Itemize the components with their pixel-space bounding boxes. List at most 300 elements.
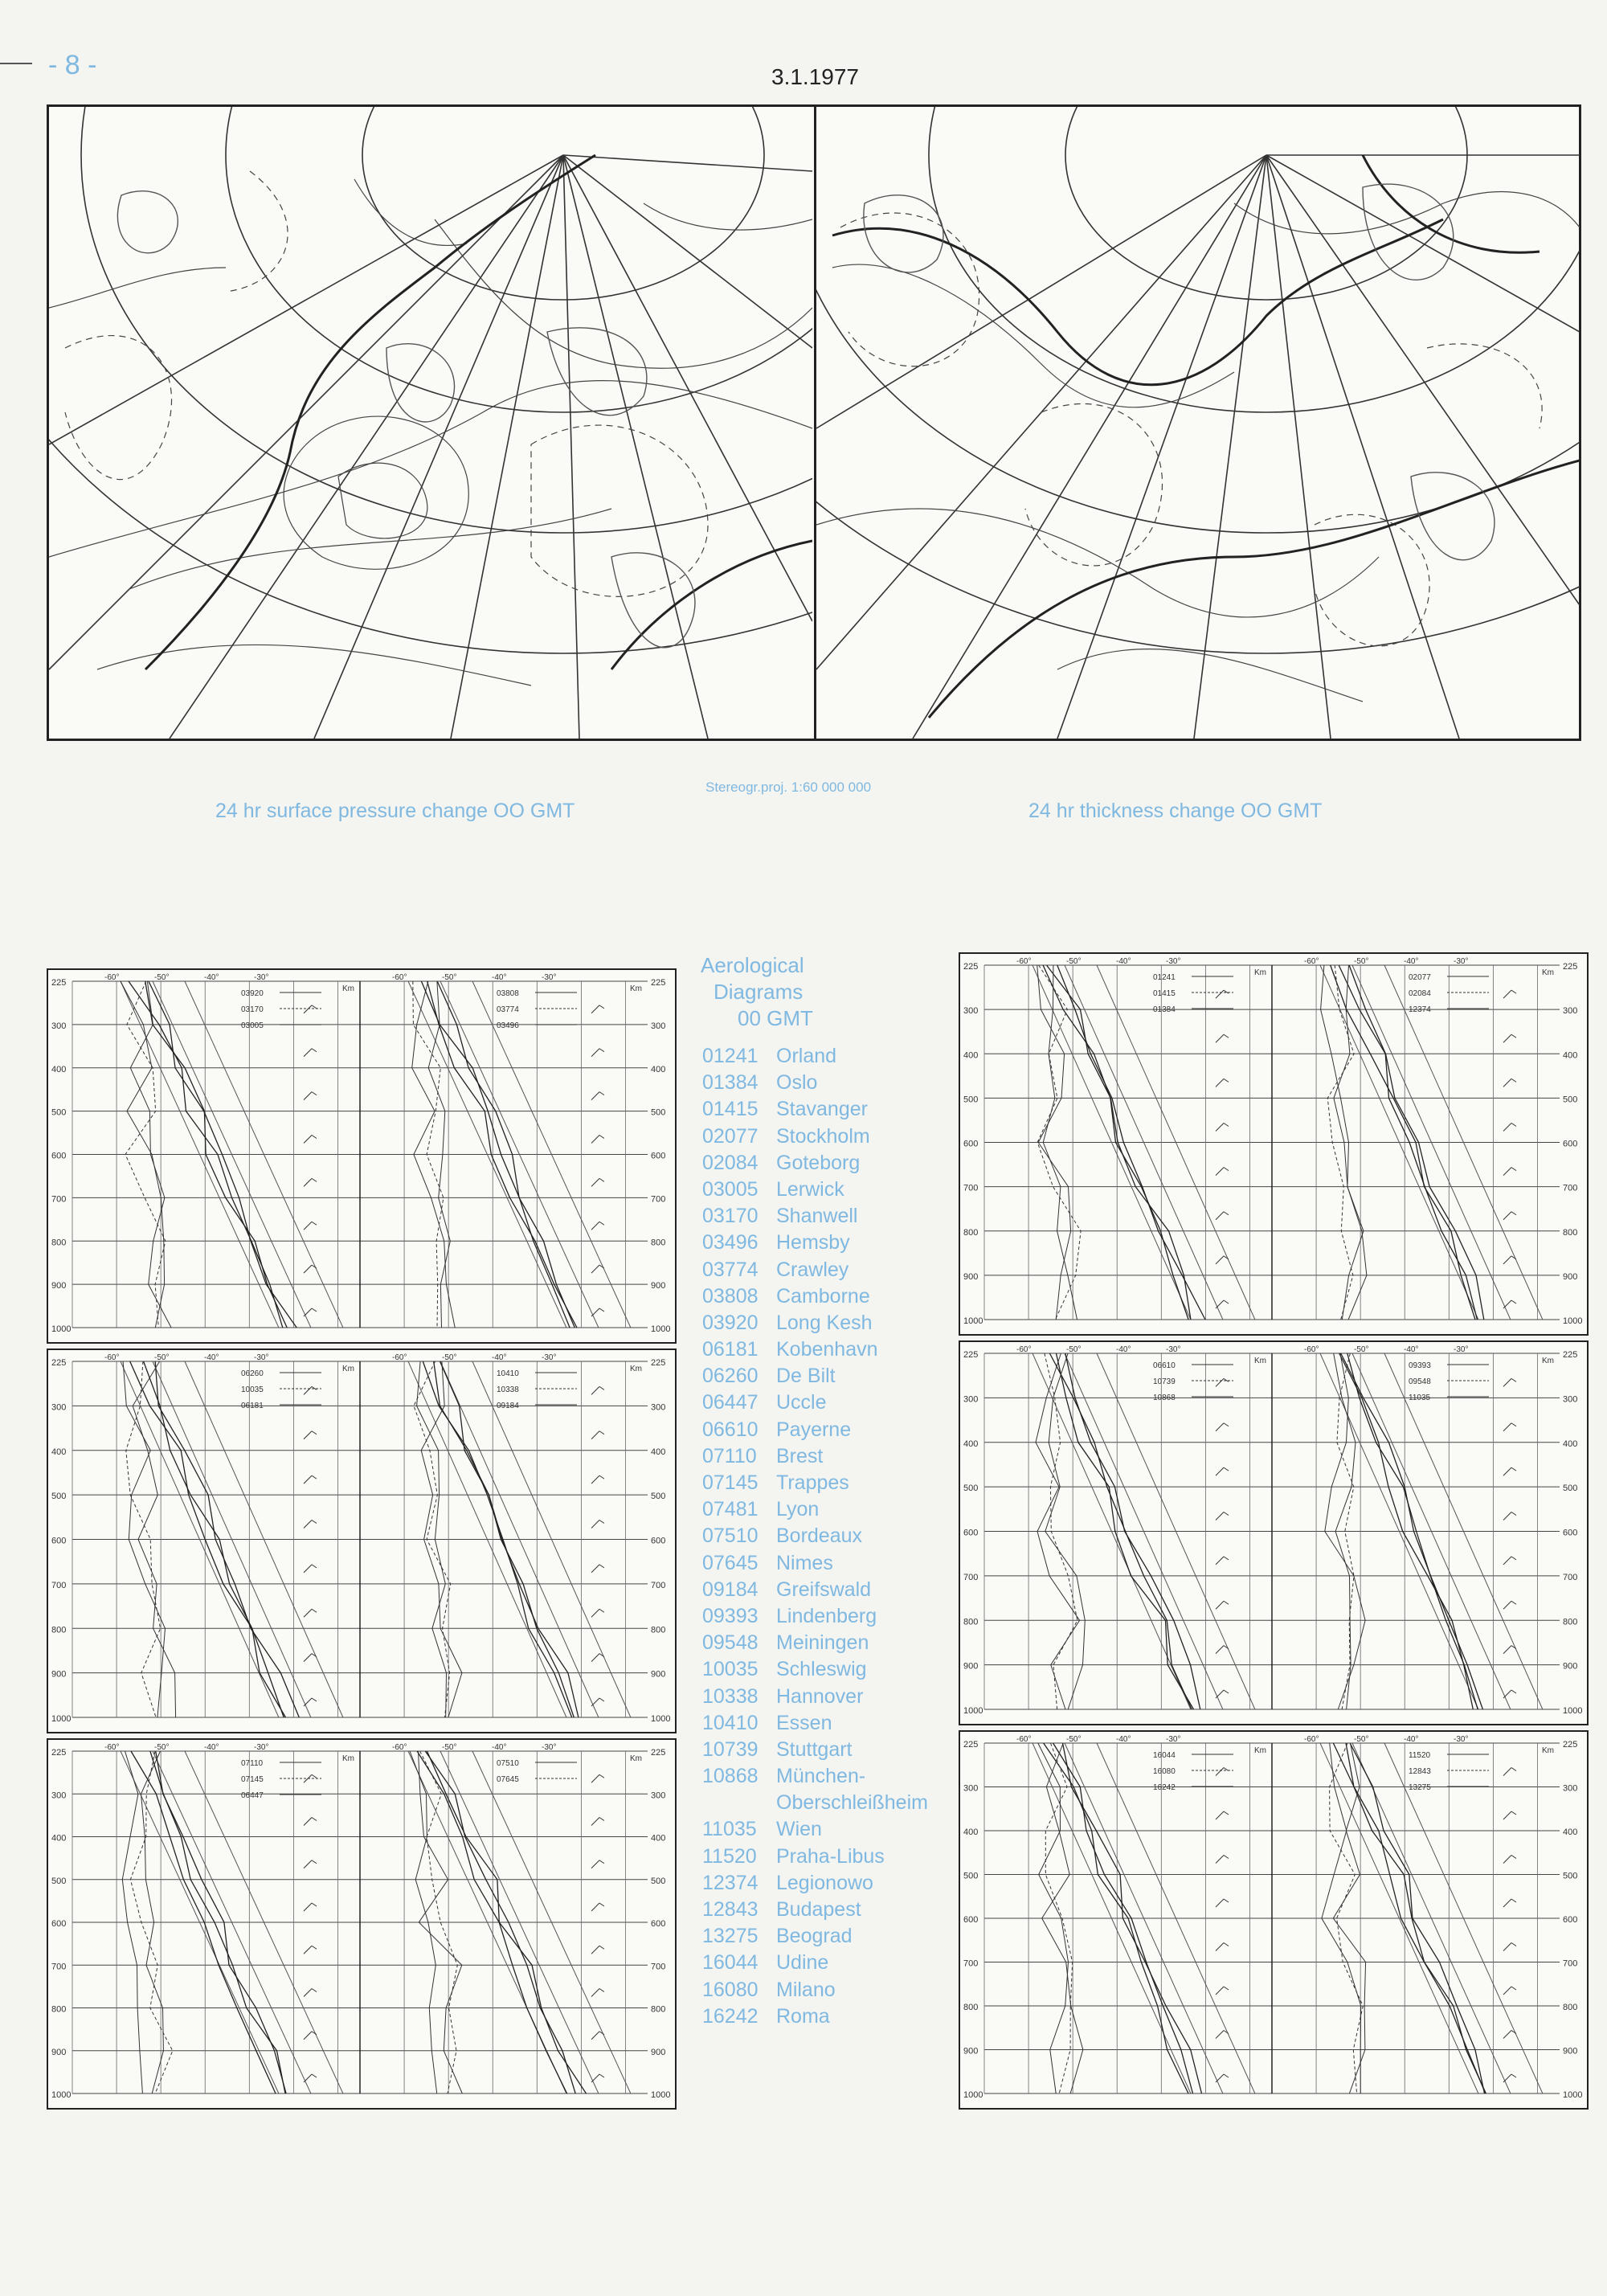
station-name: Hemsby [776,1231,850,1254]
pressure-level-label: 500 [651,1492,666,1502]
pressure-level-label: 300 [51,1791,67,1801]
aerology-title-line: Diagrams [714,980,804,1004]
pressure-level-label: 400 [1563,1050,1578,1061]
station-name: Udine [776,1951,829,1975]
pressure-level-label: 1000 [51,1324,72,1334]
diagram-station-code: 10410 [497,1369,519,1378]
temperature-label: -30° [254,973,269,982]
pressure-level-label: 800 [1563,1617,1578,1627]
pressure-level-label: 600 [963,1528,979,1538]
temperature-label: -50° [154,973,170,982]
pressure-level-label: 300 [1563,1006,1578,1017]
station-name: Nimes [776,1551,833,1574]
pressure-level-label: 400 [651,1833,666,1844]
aerological-diagram [959,952,1589,1336]
pressure-level-label: 900 [651,1669,666,1680]
station-code: 07645 [702,1551,759,1574]
station-name: Brest [776,1444,824,1467]
station-row [702,1231,928,1258]
station-code: 03808 [702,1284,759,1308]
pressure-level-label: 600 [651,1536,666,1546]
aerology-title-line: Aerological [701,953,804,977]
pressure-level-label: 600 [651,1919,666,1929]
station-name: Orland [776,1045,837,1067]
pressure-level-label: 900 [51,1281,67,1291]
pressure-level-label: 1000 [963,2090,983,2100]
pressure-level-label: 400 [963,1827,979,1837]
temperature-label: -60° [1304,1345,1319,1354]
aerological-diagram [959,1730,1589,2110]
pressure-level-label: 900 [963,2046,979,2057]
pressure-level-label: 800 [51,2004,67,2015]
pressure-level-label: 500 [651,1876,666,1886]
station-code: 10739 [702,1737,759,1761]
station-code: 02077 [702,1124,759,1148]
temperature-label: -30° [542,1743,557,1752]
station-name: Camborne [776,1284,870,1308]
station-code: 10868 [702,1765,759,1788]
left-map-caption: 24 hr surface pressure change OO GMT [215,800,575,822]
station-name: De Bilt [776,1365,836,1388]
pressure-level-label: 300 [51,1021,67,1031]
station-row [702,1552,928,1578]
diagram-station-code: 09184 [497,1402,519,1410]
station-code: 10338 [702,1684,759,1708]
temperature-label: -30° [1454,957,1469,966]
pressure-level-label: 400 [51,1064,67,1074]
km-label: Km [1254,1357,1266,1365]
pressure-level-label: 225 [651,1358,666,1368]
station-name: Praha-Libus [776,1844,885,1868]
map-left-drawing [49,107,812,739]
station-code: 03496 [702,1231,759,1254]
station-code: 07481 [702,1498,759,1521]
pressure-level-label: 900 [51,1669,67,1680]
pressure-level-label: 300 [651,1791,666,1801]
diagram-station-code: 03808 [497,989,519,998]
station-name: Lerwick [776,1177,844,1201]
station-row [702,1338,928,1365]
aerological-diagram [959,1340,1589,1725]
temperature-label: -30° [542,973,557,982]
station-name: Beograd [776,1925,853,1948]
station-row [702,1205,928,1231]
temperature-label: -60° [1016,1735,1032,1744]
station-name: Greifswald [776,1578,872,1601]
diagram-station-code: 07510 [497,1759,519,1768]
pressure-level-label: 500 [51,1107,67,1118]
pressure-level-label: 225 [1563,1740,1578,1750]
diagram-station-code: 12374 [1409,1005,1431,1014]
station-code: 16242 [702,2004,759,2028]
pressure-level-label: 225 [963,962,979,972]
temperature-label: -40° [1404,1735,1419,1744]
pressure-level-label: 500 [963,1484,979,1494]
pressure-level-label: 400 [51,1447,67,1457]
temperature-label: -50° [1354,957,1369,966]
diagram-station-code: 10868 [1153,1394,1176,1402]
pressure-level-label: 300 [963,1394,979,1405]
pressure-level-label: 1000 [1563,1706,1583,1716]
km-label: Km [1254,968,1266,977]
temperature-label: -50° [1354,1735,1369,1744]
pressure-level-label: 600 [1563,1139,1578,1149]
station-name: Shanwell [776,1205,858,1228]
station-name: Stuttgart [776,1737,853,1761]
pressure-level-label: 800 [651,1625,666,1635]
station-code: 10035 [702,1658,759,1681]
diagram-station-code: 10338 [497,1385,519,1394]
pressure-level-label: 600 [1563,1915,1578,1925]
diagram-station-code: 12843 [1409,1767,1431,1776]
pressure-level-label: 225 [1563,1350,1578,1360]
station-row [702,1125,928,1152]
station-row [702,1498,928,1525]
station-row [702,1578,928,1605]
pressure-level-label: 300 [1563,1783,1578,1794]
pressure-level-label: 400 [651,1064,666,1074]
station-code: 06610 [702,1418,759,1441]
pressure-level-label: 225 [963,1350,979,1360]
station-row [702,1845,928,1872]
station-code: 10410 [702,1711,759,1734]
station-row [702,1285,928,1312]
diagram-station-code: 01415 [1153,989,1176,998]
diagram-station-code: 02077 [1409,973,1431,982]
temperature-label: -40° [1404,957,1419,966]
pressure-level-label: 900 [651,2047,666,2057]
temperature-label: -40° [1404,1345,1419,1354]
pressure-level-label: 600 [51,1536,67,1546]
km-label: Km [342,984,354,993]
pressure-level-label: 800 [651,1238,666,1248]
pressure-level-label: 600 [51,1919,67,1929]
station-row [702,1738,928,1765]
station-code: 01384 [702,1071,759,1095]
station-row [702,1712,928,1738]
station-name: Crawley [776,1258,849,1281]
station-row [702,1791,928,1818]
pressure-level-label: 500 [1563,1484,1578,1494]
pressure-level-label: 900 [1563,2046,1578,2057]
station-row [702,1631,928,1658]
projection-scale: Stereogr.proj. 1:60 000 000 [705,780,872,795]
diagram-station-code: 07110 [241,1759,264,1768]
pressure-level-label: 500 [1563,1095,1578,1105]
diagram-station-code: 16044 [1153,1751,1176,1760]
diagram-station-code: 03005 [241,1021,264,1030]
station-row [702,1178,928,1205]
diagram-station-code: 01384 [1153,1005,1176,1014]
station-name: Lyon [776,1498,820,1521]
diagram-station-code: 10035 [241,1385,264,1394]
temperature-label: -40° [492,1743,507,1752]
aerological-diagram [47,1349,677,1733]
pressure-level-label: 225 [963,1740,979,1750]
temperature-label: -30° [1166,1735,1181,1744]
station-row [702,1098,928,1124]
temperature-label: -60° [392,1353,407,1362]
km-label: Km [342,1754,354,1763]
pressure-level-label: 300 [963,1006,979,1017]
km-label: Km [630,1754,642,1763]
surface-pressure-change-map [49,107,812,739]
station-code: 12843 [702,1898,759,1921]
station-name: München- [776,1765,866,1788]
diagram-station-code: 07645 [497,1775,519,1784]
temperature-label: -50° [1066,1735,1082,1744]
station-name: Schleswig [776,1658,867,1681]
pressure-level-label: 900 [1563,1271,1578,1282]
station-name: Wien [776,1818,822,1841]
station-row [702,1525,928,1551]
temperature-label: -30° [254,1353,269,1362]
temperature-label: -40° [204,1353,219,1362]
station-row [702,1152,928,1178]
temperature-label: -40° [492,973,507,982]
pressure-level-label: 800 [51,1625,67,1635]
station-row [702,1365,928,1391]
station-row [702,1445,928,1471]
pressure-level-label: 300 [963,1783,979,1794]
temperature-label: -60° [104,1353,120,1362]
diagram-station-code: 10739 [1153,1377,1176,1386]
station-name: Oberschleißheim [776,1791,928,1815]
station-name: Trappes [776,1471,849,1494]
pressure-level-label: 1000 [963,1706,983,1716]
km-label: Km [1542,968,1554,977]
station-name: Goteborg [776,1151,861,1174]
km-label: Km [1542,1357,1554,1365]
station-row [702,1818,928,1844]
pressure-level-label: 500 [51,1876,67,1886]
diagram-drawing [960,954,1587,1334]
temperature-label: -50° [1354,1345,1369,1354]
station-code: 06260 [702,1365,759,1388]
station-row [702,1925,928,1951]
pressure-level-label: 700 [51,1194,67,1205]
station-row [702,1471,928,1498]
pressure-level-label: 500 [963,1871,979,1881]
station-list [702,1045,928,2032]
pressure-level-label: 500 [651,1107,666,1118]
station-row [702,1685,928,1712]
temperature-label: -50° [1066,1345,1082,1354]
pressure-level-label: 800 [963,2003,979,2012]
diagram-station-code: 06447 [241,1791,264,1800]
temperature-label: -30° [254,1743,269,1752]
pressure-level-label: 225 [51,1358,67,1368]
pressure-level-label: 300 [51,1402,67,1413]
pressure-level-label: 1000 [51,1714,72,1724]
pressure-level-label: 600 [651,1151,666,1161]
pressure-level-label: 225 [51,978,67,988]
pressure-level-label: 500 [1563,1871,1578,1881]
aerology-title [701,952,813,1032]
pressure-level-label: 800 [963,1617,979,1627]
station-row [702,1045,928,1071]
diagram-station-code: 16080 [1153,1767,1176,1776]
km-label: Km [1542,1746,1554,1755]
station-row [702,1418,928,1445]
station-code: 11035 [702,1818,757,1841]
diagram-station-code: 07145 [241,1775,264,1784]
thickness-change-map [814,107,1580,739]
diagram-station-code: 03170 [241,1005,264,1014]
pressure-level-label: 225 [1563,962,1578,972]
pressure-level-label: 700 [963,1572,979,1582]
pressure-level-label: 800 [1563,1227,1578,1238]
station-name: Long Kesh [776,1311,873,1334]
station-name: Budapest [776,1898,861,1921]
pressure-level-label: 400 [51,1833,67,1844]
temperature-label: -30° [1166,1345,1181,1354]
diagram-station-code: 11035 [1409,1394,1431,1402]
pressure-level-label: 300 [651,1021,666,1031]
temperature-label: -60° [104,973,120,982]
station-name: Milano [776,1978,836,2001]
temperature-label: -30° [1454,1345,1469,1354]
pressure-level-label: 700 [51,1962,67,1972]
station-code: 07145 [702,1471,759,1494]
temperature-label: -60° [392,1743,407,1752]
diagram-station-code: 16242 [1153,1783,1176,1792]
diagram-station-code: 02084 [1409,989,1431,998]
station-code: 16044 [702,1951,759,1975]
pressure-level-label: 700 [963,1958,979,1969]
temperature-label: -40° [1116,957,1131,966]
pressure-level-label: 700 [963,1183,979,1193]
station-row [702,1872,928,1898]
maps-panel [47,104,1581,741]
pressure-level-label: 1000 [1563,1316,1583,1326]
diagram-drawing [48,1350,675,1732]
km-label: Km [630,984,642,993]
temperature-label: -40° [492,1353,507,1362]
temperature-label: -50° [442,1353,457,1362]
pressure-level-label: 800 [963,1227,979,1238]
station-code: 07510 [702,1525,759,1548]
page-date: 3.1.1977 [771,64,859,89]
station-code: 01415 [702,1098,759,1121]
station-code: 09393 [702,1604,759,1627]
station-code [702,1791,776,1818]
pressure-level-label: 500 [963,1095,979,1105]
pressure-level-label: 225 [651,1748,666,1758]
pressure-level-label: 600 [1563,1528,1578,1538]
km-label: Km [342,1365,354,1373]
temperature-label: -60° [1304,957,1319,966]
page-number: - 8 - [48,50,97,80]
diagram-station-code: 11520 [1409,1751,1431,1760]
station-name: Stavanger [776,1098,868,1121]
pressure-level-label: 900 [651,1281,666,1291]
station-row [702,1979,928,2005]
pressure-level-label: 900 [963,1271,979,1282]
pressure-level-label: 225 [651,978,666,988]
pressure-level-label: 900 [963,1661,979,1672]
station-code: 11520 [702,1844,757,1868]
aerological-diagram [47,1738,677,2110]
temperature-label: -50° [1066,957,1082,966]
pressure-level-label: 400 [963,1439,979,1449]
diagram-station-code: 06181 [241,1402,264,1410]
station-name: Oslo [776,1071,818,1095]
pressure-level-label: 500 [51,1492,67,1502]
pressure-level-label: 900 [51,2047,67,2057]
pressure-level-label: 600 [963,1139,979,1149]
station-row [702,2005,928,2032]
station-name: Uccle [776,1391,827,1414]
pressure-level-label: 1000 [1563,2090,1583,2100]
aerology-title-line: 00 GMT [738,1006,813,1030]
pressure-level-label: 800 [51,1238,67,1248]
diagram-drawing [48,1740,675,2108]
station-name: Meiningen [776,1631,869,1655]
station-row [702,1951,928,1978]
temperature-label: -60° [104,1743,120,1752]
station-name: Roma [776,2004,830,2028]
station-row [702,1898,928,1925]
temperature-label: -30° [1166,957,1181,966]
right-map-caption: 24 hr thickness change OO GMT [1028,800,1323,822]
temperature-label: -50° [154,1743,170,1752]
station-row [702,1605,928,1631]
km-label: Km [630,1365,642,1373]
station-name: Payerne [776,1418,852,1441]
station-row [702,1765,928,1791]
diagram-drawing [48,970,675,1342]
station-code: 16080 [702,1978,759,2001]
diagram-station-code: 03920 [241,989,264,998]
station-code: 03774 [702,1258,759,1281]
diagram-drawing [960,1732,1587,2108]
station-code: 03005 [702,1177,759,1201]
station-code: 13275 [702,1925,759,1948]
pressure-level-label: 1000 [651,1714,671,1724]
page-edge-mark [0,63,32,64]
pressure-level-label: 700 [651,1580,666,1590]
station-code: 01241 [702,1045,759,1067]
temperature-label: -40° [204,1743,219,1752]
pressure-level-label: 1000 [963,1316,983,1326]
temperature-label: -40° [1116,1735,1131,1744]
pressure-level-label: 700 [1563,1183,1578,1193]
station-code: 03920 [702,1311,759,1334]
station-name: Lindenberg [776,1604,877,1627]
pressure-level-label: 400 [1563,1439,1578,1449]
station-row [702,1658,928,1684]
temperature-label: -60° [1304,1735,1319,1744]
station-name: Legionowo [776,1871,873,1894]
pressure-level-label: 700 [1563,1572,1578,1582]
station-name: Essen [776,1711,832,1734]
station-name: Bordeaux [776,1525,863,1548]
temperature-label: -50° [154,1353,170,1362]
temperature-label: -30° [542,1353,557,1362]
pressure-level-label: 1000 [651,1324,671,1334]
station-code: 02084 [702,1151,759,1174]
station-code: 12374 [702,1871,759,1894]
station-name: Stockholm [776,1124,870,1148]
diagram-station-code: 01241 [1153,973,1176,982]
station-name: Hannover [776,1684,864,1708]
pressure-level-label: 700 [651,1962,666,1972]
pressure-level-label: 800 [1563,2003,1578,2012]
station-code: 07110 [702,1444,757,1467]
pressure-level-label: 400 [651,1447,666,1457]
km-label: Km [1254,1746,1266,1755]
